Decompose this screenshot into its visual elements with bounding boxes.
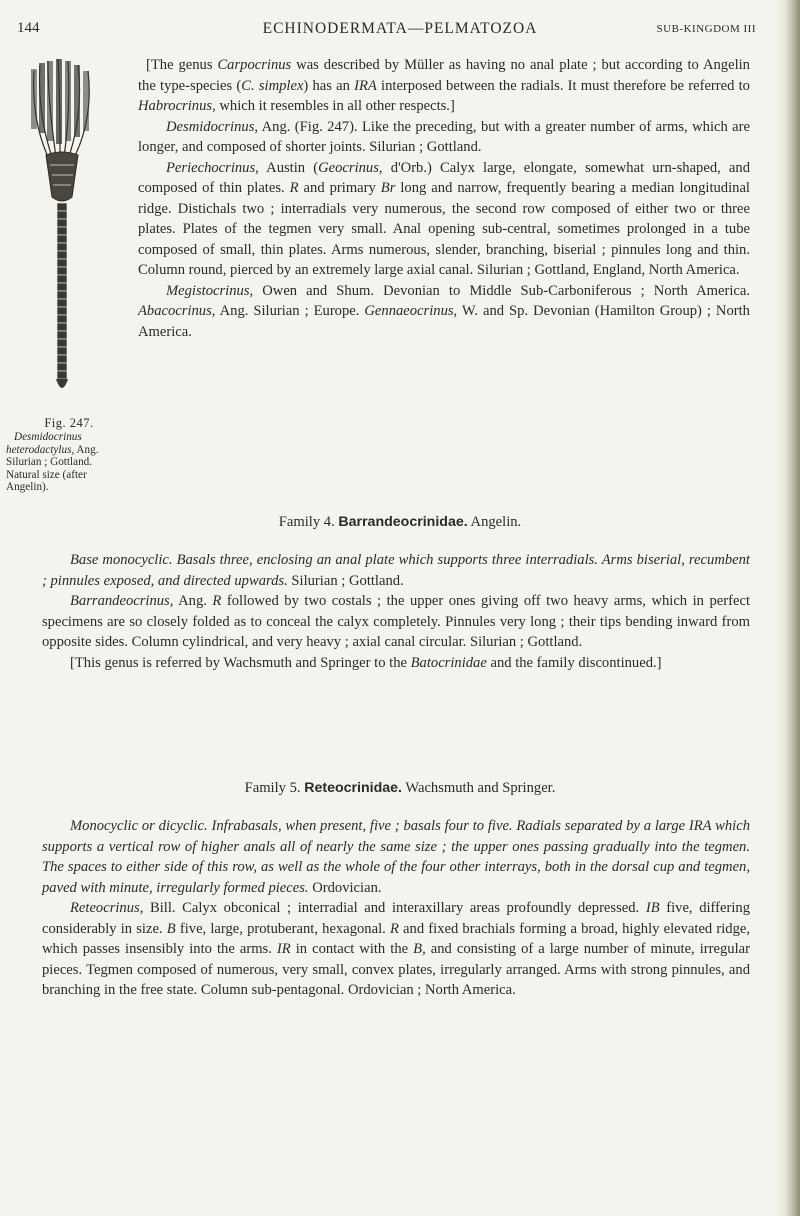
family-5-diagnosis: Monocyclic or dicyclic. Infrabasals, when present, five ; basals four to five. Radials separated by a large IRA which supports a vertical row of higher anals all of nearly the same size ; the upper ones passing gradually into the tegmen. The spaces to either side of this row, as well as the whole of the four other interrays, both in the dorsal cup and tegmen, paved with minute, irregularly formed pieces. Ordovician. bbox=[42, 818, 750, 896]
figure-caption: Desmidocrinus heterodactylus, Ang. Silurian ; Gottland. Natural size (after Angelin). bbox=[6, 431, 99, 493]
running-header bbox=[0, 20, 800, 44]
crinoid-fossil-illustration bbox=[28, 57, 98, 409]
paragraph-megistocrinus: Megistocrinus, Owen and Shum. Devonian to Middle Sub-Carboniferous ; North America. Abacocrinus, Ang. Silurian ; Europe. Gennaeocrinus, W. and Sp. Devonian (Hamilton Group) ; North America. bbox=[138, 282, 750, 340]
page-edge-shadow bbox=[776, 0, 800, 1216]
family-4-heading: Family 4. Barrandeocrinidae. Angelin. bbox=[278, 514, 522, 530]
paragraph-periechocrinus: Periechocrinus, Austin (Geocrinus, d'Orb.) Calyx large, elongate, somewhat urn-shaped, and composed of thin plates. R and primary Br long and narrow, frequently bearing a median longitudinal ridge. Distichals two ; interradials very numerous, the second row composed of either two or three plates. Plates of the tegmen very small. Anal opening sub-central, sometimes prolonged in a tube composed of small, thin plates. Arms numerous, slender, branching, biserial ; pinnules long and thin. Column round, pierced by an extremely large axial canal. Silurian ; Gottland, England, North America. bbox=[138, 159, 750, 278]
figure-247 bbox=[0, 55, 128, 493]
paragraph-reteocrinus: Reteocrinus, Bill. Calyx obconical ; interradial and interaxillary areas profoundly depressed. IB five, differing considerably in size. B five, large, protuberant, hexagonal. R and fixed brachials forming a broad, highly elevated ridge, which passes insensibly into the arms. IR in contact with the B, and consisting of a large number of minute, irregular pieces. Tegmen composed of numerous, very small, convex plates, irregularly arranged. Arms with strong pinnules, and branching in the free state. Column sub-pentagonal. Ordovician ; North America. bbox=[42, 900, 751, 998]
family-5-text bbox=[42, 816, 750, 1001]
paragraph-carpocrinus: [The genus Carpocrinus was described by Müller as having no anal plate ; but according to Angelin the type-species (C. simplex) has an IRA interposed between the radials. It must therefore be referred to Habrocrinus, which it resembles in all other respects.] bbox=[138, 57, 750, 114]
family-4-text bbox=[42, 550, 750, 673]
figure-label: Fig. 247. bbox=[44, 416, 94, 430]
paragraph-desmidocrinus: Desmidocrinus, Ang. (Fig. 247). Like the preceding, but with a greater number of arms, which are longer, and composed of shorter joints. Silurian ; Gottland. bbox=[138, 118, 750, 155]
page-number: 144 bbox=[17, 20, 40, 36]
family-4-diagnosis: Base monocyclic. Basals three, enclosing an anal plate which supports three interradials. Arms biserial, recumbent ; pinnules exposed, and directed upwards. Silurian ; Gottland. bbox=[42, 552, 750, 589]
running-title: ECHINODERMATA—PELMATOZOA bbox=[262, 20, 538, 37]
opening-text-block bbox=[6, 55, 750, 493]
paragraph-family-4-note: [This genus is referred by Wachsmuth and Springer to the Batocrinidae and the family discontinued.] bbox=[70, 654, 662, 671]
family-5-heading: Family 5. Reteocrinidae. Wachsmuth and Springer. bbox=[244, 780, 556, 796]
running-section: SUB-KINGDOM III bbox=[656, 23, 756, 35]
paragraph-barrandeocrinus: Barrandeocrinus, Ang. R followed by two costals ; the upper ones giving off two heavy arms, which in perfect specimens are so closely folded as to conceal the calyx completely. Pinnules very long ; their tips bending inward from opposite sides. Column cylindrical, and very heavy ; axial canal circular. Silurian ; Gottland. bbox=[42, 593, 751, 650]
